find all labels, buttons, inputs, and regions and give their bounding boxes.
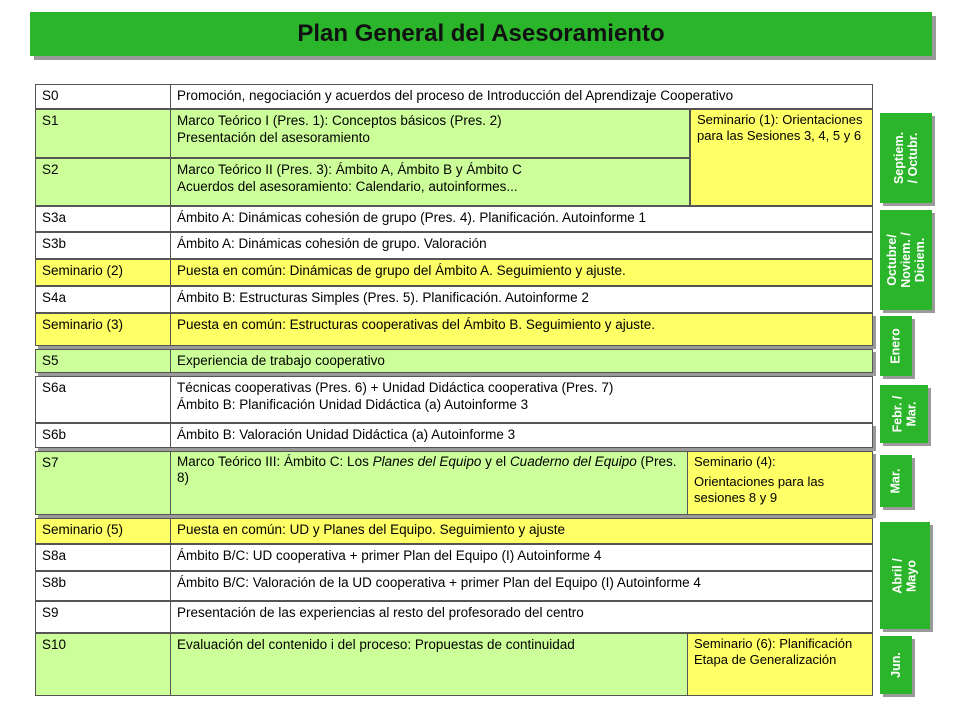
- seminar-row-5: [35, 518, 873, 544]
- month-label: Abril / Mayo: [890, 557, 919, 594]
- session-code: S10: [36, 634, 171, 695]
- seminar-row-2: [35, 259, 873, 286]
- session-code: Seminario (3): [36, 314, 171, 345]
- page-title: Plan General del Asesoramiento: [30, 12, 932, 56]
- session-description: Puesta en común: Estructuras cooperativas del Ámbito B. Seguimiento y ajuste.: [177, 317, 655, 332]
- session-code: S2: [36, 159, 171, 205]
- session-description: Evaluación del contenido i del proceso: Propuestas de continuidad: [177, 637, 575, 652]
- month-label: Jun.: [888, 652, 903, 678]
- description-line: Ámbito B: Planificación Unidad Didáctica (a) Autoinforme 3: [177, 397, 529, 412]
- description-line: Técnicas cooperativas (Pres. 6) + Unidad Didáctica cooperativa (Pres. 7): [177, 380, 614, 395]
- month-label: Mar.: [888, 468, 903, 494]
- text-part: (Pres. 8): [177, 454, 677, 485]
- text-part: y el: [481, 454, 510, 469]
- session-description: Ámbito B: Valoración Unidad Didáctica (a) Autoinforme 3: [177, 427, 516, 442]
- month-label: Septiem. / Octubr.: [892, 131, 921, 185]
- session-description: Puesta en común: Dinámicas de grupo del Ámbito A. Seguimiento y ajuste.: [177, 263, 626, 278]
- session-row-s5: [35, 349, 873, 373]
- session-row-s7: [35, 451, 873, 515]
- session-description: Puesta en común: UD y Planes del Equipo. Seguimiento y ajuste: [177, 522, 565, 537]
- session-row-s8a: [35, 544, 873, 571]
- session-code: S7: [36, 452, 171, 514]
- description-line: Marco Teórico I (Pres. 1): Conceptos básicos (Pres. 2): [177, 113, 502, 128]
- session-code: S8b: [36, 572, 171, 600]
- text-italic: Cuaderno del Equipo: [509, 454, 637, 469]
- text-italic: Planes del Equipo: [372, 454, 482, 469]
- session-code: S9: [36, 602, 171, 632]
- session-row-s3a: [35, 206, 873, 232]
- seminario-4-box: [687, 452, 872, 514]
- seminario-6-box: Seminario (6): Planificación Etapa de Generalización: [687, 634, 872, 695]
- session-row-s9: [35, 601, 873, 633]
- month-tab-feb-mar: [880, 385, 928, 443]
- session-description: Ámbito A: Dinámicas cohesión de grupo (Pres. 4). Planificación. Autoinforme 1: [177, 210, 646, 225]
- session-code: S1: [36, 110, 171, 157]
- month-label: Enero: [889, 328, 903, 364]
- session-code: S4a: [36, 287, 171, 312]
- side-line: Orientaciones para las sesiones 8 y 9: [694, 474, 825, 505]
- session-code: Seminario (2): [36, 260, 171, 285]
- session-description: [171, 110, 689, 157]
- session-code: S6b: [36, 424, 171, 447]
- session-description: Promoción, negociación y acuerdos del proceso de Introducción del Aprendizaje Cooperativo: [177, 88, 734, 103]
- session-row-s10: [35, 633, 873, 696]
- session-row-s8b: [35, 571, 873, 601]
- session-code: S0: [36, 85, 171, 108]
- session-row-s4a: [35, 286, 873, 313]
- session-row-s3b: [35, 232, 873, 259]
- description-line: Marco Teórico II (Pres. 3): Ámbito A, Ámbito B y Ámbito C: [177, 162, 522, 177]
- month-tab-ene: [880, 316, 912, 376]
- session-code: S3a: [36, 207, 171, 231]
- session-row-s2: [35, 158, 690, 206]
- session-code: S8a: [36, 545, 171, 570]
- month-label: Octubre/ Noviem. / Diciem.: [885, 232, 928, 288]
- month-tab-mar: [880, 455, 912, 507]
- session-row-s6b: [35, 423, 873, 448]
- session-code: Seminario (5): [36, 519, 171, 543]
- session-description: [171, 452, 687, 514]
- session-description: [171, 377, 872, 422]
- side-line: Seminario (4):: [694, 454, 776, 469]
- session-description: Ámbito B/C: Valoración de la UD cooperativa + primer Plan del Equipo (I) Autoinforme 4: [177, 575, 701, 590]
- month-label: Febr. / Mar.: [889, 395, 918, 433]
- seminario-1-box: Seminario (1): Orientaciones para las Sesiones 3, 4, 5 y 6: [690, 109, 873, 206]
- session-description: [171, 159, 689, 205]
- description-line: Presentación del asesoramiento: [177, 130, 370, 145]
- month-tab-jun: [880, 636, 912, 694]
- session-description: Ámbito B: Estructuras Simples (Pres. 5). Planificación. Autoinforme 2: [177, 290, 589, 305]
- month-tab-sep-oct: [880, 113, 932, 203]
- seminar-row-3: [35, 313, 873, 346]
- session-row-s0: [35, 84, 873, 109]
- session-description: Experiencia de trabajo cooperativo: [177, 353, 385, 368]
- month-tab-abr-may: [880, 522, 930, 629]
- text-part: Marco Teórico III: Ámbito C: Los: [177, 454, 373, 469]
- session-code: S3b: [36, 233, 171, 258]
- session-row-s1: [35, 109, 690, 158]
- month-tab-oct-dic: [880, 210, 932, 310]
- session-description: Presentación de las experiencias al resto del profesorado del centro: [177, 605, 584, 620]
- session-description: Ámbito A: Dinámicas cohesión de grupo. Valoración: [177, 236, 487, 251]
- description-line: Acuerdos del asesoramiento: Calendario, autoinformes...: [177, 179, 518, 194]
- session-code: S5: [36, 350, 171, 372]
- session-row-s6a: [35, 376, 873, 423]
- session-description: Ámbito B/C: UD cooperativa + primer Plan del Equipo (I) Autoinforme 4: [177, 548, 602, 563]
- session-code: S6a: [36, 377, 171, 422]
